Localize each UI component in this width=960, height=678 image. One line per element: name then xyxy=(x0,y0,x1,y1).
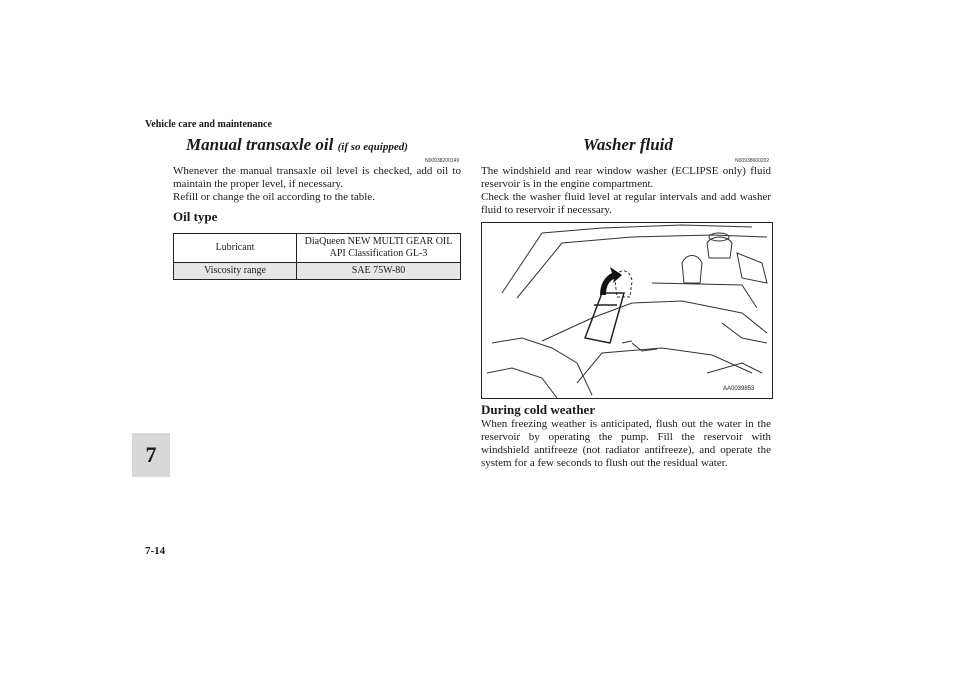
cold-weather-heading: During cold weather xyxy=(481,402,596,417)
table-value-line: DiaQueen NEW MULTI GEAR OIL xyxy=(304,236,453,247)
oil-spec-table xyxy=(173,233,461,280)
manual-transaxle-doc-code: N00938200149 xyxy=(425,158,460,164)
chapter-tab xyxy=(132,433,170,477)
washer-fluid-paragraph-1: The windshield and rear window washer (ECLIPSE only) fluid reservoir is in the engine compartment. xyxy=(481,165,771,190)
oil-type-heading: Oil type xyxy=(173,209,218,224)
table-cell-label: Lubricant xyxy=(174,234,297,263)
arrow-icon xyxy=(600,267,622,295)
page-number: 7-14 xyxy=(145,545,166,557)
engine-compartment-drawing xyxy=(482,223,772,398)
washer-fluid-paragraph-2: Check the washer fluid level at regular intervals and add washer fluid to reservoir if necessary. xyxy=(481,191,771,216)
washer-fluid-doc-code: N00938600202 xyxy=(735,158,770,164)
chapter-number: 7 xyxy=(145,442,157,467)
table-cell-value: SAE 75W-80 xyxy=(297,263,461,280)
table-row xyxy=(174,263,461,280)
washer-fluid-title: Washer fluid xyxy=(583,135,673,154)
table-row xyxy=(174,234,461,263)
cold-weather-paragraph: When freezing weather is anticipated, flush out the water in the reservoir by operating the pump. Fill the reservoir with windshield antifreeze (not radiator antifreeze), and operate the system for a few seconds to flush out the residual water. xyxy=(481,418,771,469)
manual-transaxle-paragraph-1: Whenever the manual transaxle oil level is checked, add oil to maintain the proper level, if necessary. xyxy=(173,165,461,190)
table-cell-label: Viscosity range xyxy=(174,263,297,280)
manual-transaxle-paragraph-2: Refill or change the oil according to the table. xyxy=(173,191,375,203)
manual-transaxle-title-text: Manual transaxle oil xyxy=(186,135,334,154)
table-cell-value xyxy=(297,234,461,263)
running-head: Vehicle care and maintenance xyxy=(145,119,272,130)
table-value-line: API Classification GL-3 xyxy=(329,248,428,259)
figure-id: AA0039853 xyxy=(723,386,755,392)
manual-transaxle-title xyxy=(186,135,408,155)
title-qualifier: (if so equipped) xyxy=(337,141,408,153)
washer-reservoir-illustration xyxy=(481,222,773,399)
